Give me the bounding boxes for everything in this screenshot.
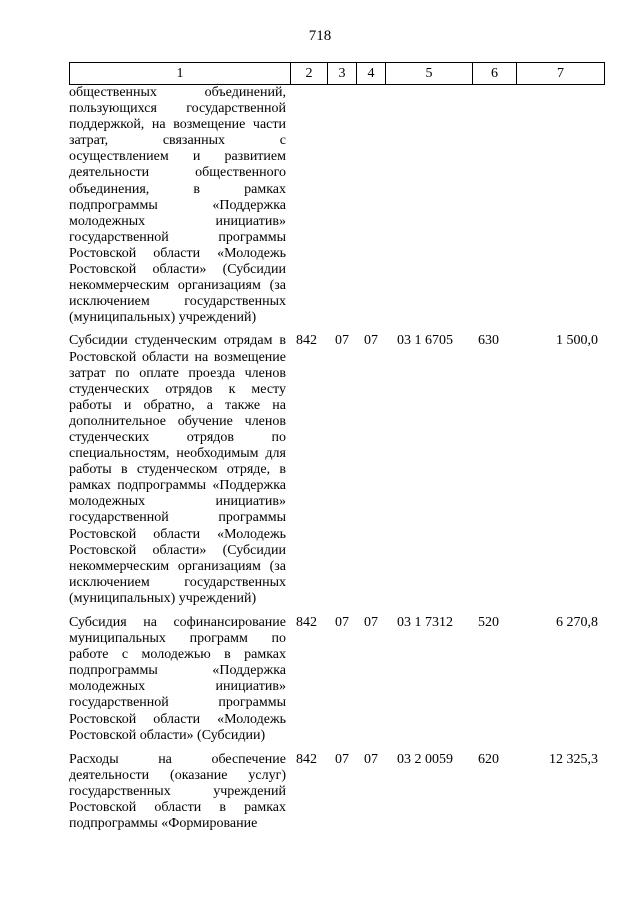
column-header-1: 1: [70, 63, 291, 85]
amount: 12 325,3: [549, 751, 598, 767]
column-header-7: 7: [517, 63, 605, 85]
subsection-code: 07: [364, 333, 378, 349]
column-header-3: 3: [328, 63, 357, 85]
ministry-code: 842: [296, 615, 317, 630]
row-description: Расходы на обеспечение деятельности (оказание услуг) государственных учреждений Ростовской области в рамках подпрограммы «Формирование: [69, 751, 286, 832]
table-row: [69, 333, 604, 607]
column-header-4: 4: [357, 63, 386, 85]
table-row: [69, 615, 604, 744]
subsection-code: 07: [364, 751, 378, 767]
column-header-table: [69, 62, 605, 85]
table-row: [69, 752, 604, 832]
row-description: Субсидии студенческим отрядам в Ростовской области на возмещение затрат по оплате проезда членов студенческих отрядов к месту работы и обратно, а также на дополнительное обучение членов студенческих отрядов по специальностям, необходимым для работы в студенческом отряде, в рамках подпрограммы «Поддержка молодежных инициатив» государственной программы Ростовской области «Молодежь Ростовской области» (Субсидии некоммерческим организациям (за исключением государственных (муниципальных) учреждений): [69, 333, 286, 606]
page-number: 718: [308, 28, 332, 44]
expense-type-code: 630: [478, 333, 499, 349]
section-code: 07: [335, 751, 349, 767]
target-article-code: 03 1 7312: [397, 615, 453, 630]
table-row: [69, 85, 604, 326]
amount: 1 500,0: [556, 333, 598, 349]
amount: 6 270,8: [556, 615, 598, 630]
column-header-6: 6: [473, 63, 517, 85]
expense-type-code: 620: [478, 751, 499, 767]
section-code: 07: [335, 615, 349, 630]
column-header-2: 2: [291, 63, 328, 85]
target-article-code: 03 2 0059: [397, 751, 453, 767]
row-description: общественных объединений, пользующихся государственной поддержкой, на возмещение части затрат, связанных с осуществлением и развитием деятельности общественного объединения, в рамках подпрограммы «Поддержка молодежных инициатив» государственной программы Ростовской области «Молодежь Ростовской области» (Субсидии некоммерческим организациям (за исключением государственных (муниципальных) учреждений): [69, 85, 286, 326]
ministry-code: 842: [296, 751, 317, 767]
subsection-code: 07: [364, 615, 378, 630]
ministry-code: 842: [296, 333, 317, 349]
section-code: 07: [335, 333, 349, 349]
column-header-5: 5: [386, 63, 473, 85]
table-body: [69, 85, 604, 832]
column-header-row: [70, 63, 605, 85]
expense-type-code: 520: [478, 615, 499, 630]
row-description: Субсидия на софинансирование муниципальных программ по работе с молодежью в рамках подпрограммы «Поддержка молодежных инициатив» государственной программы Ростовской области «Молодежь Ростовской области» (Субсидии): [69, 615, 286, 743]
target-article-code: 03 1 6705: [397, 333, 453, 349]
